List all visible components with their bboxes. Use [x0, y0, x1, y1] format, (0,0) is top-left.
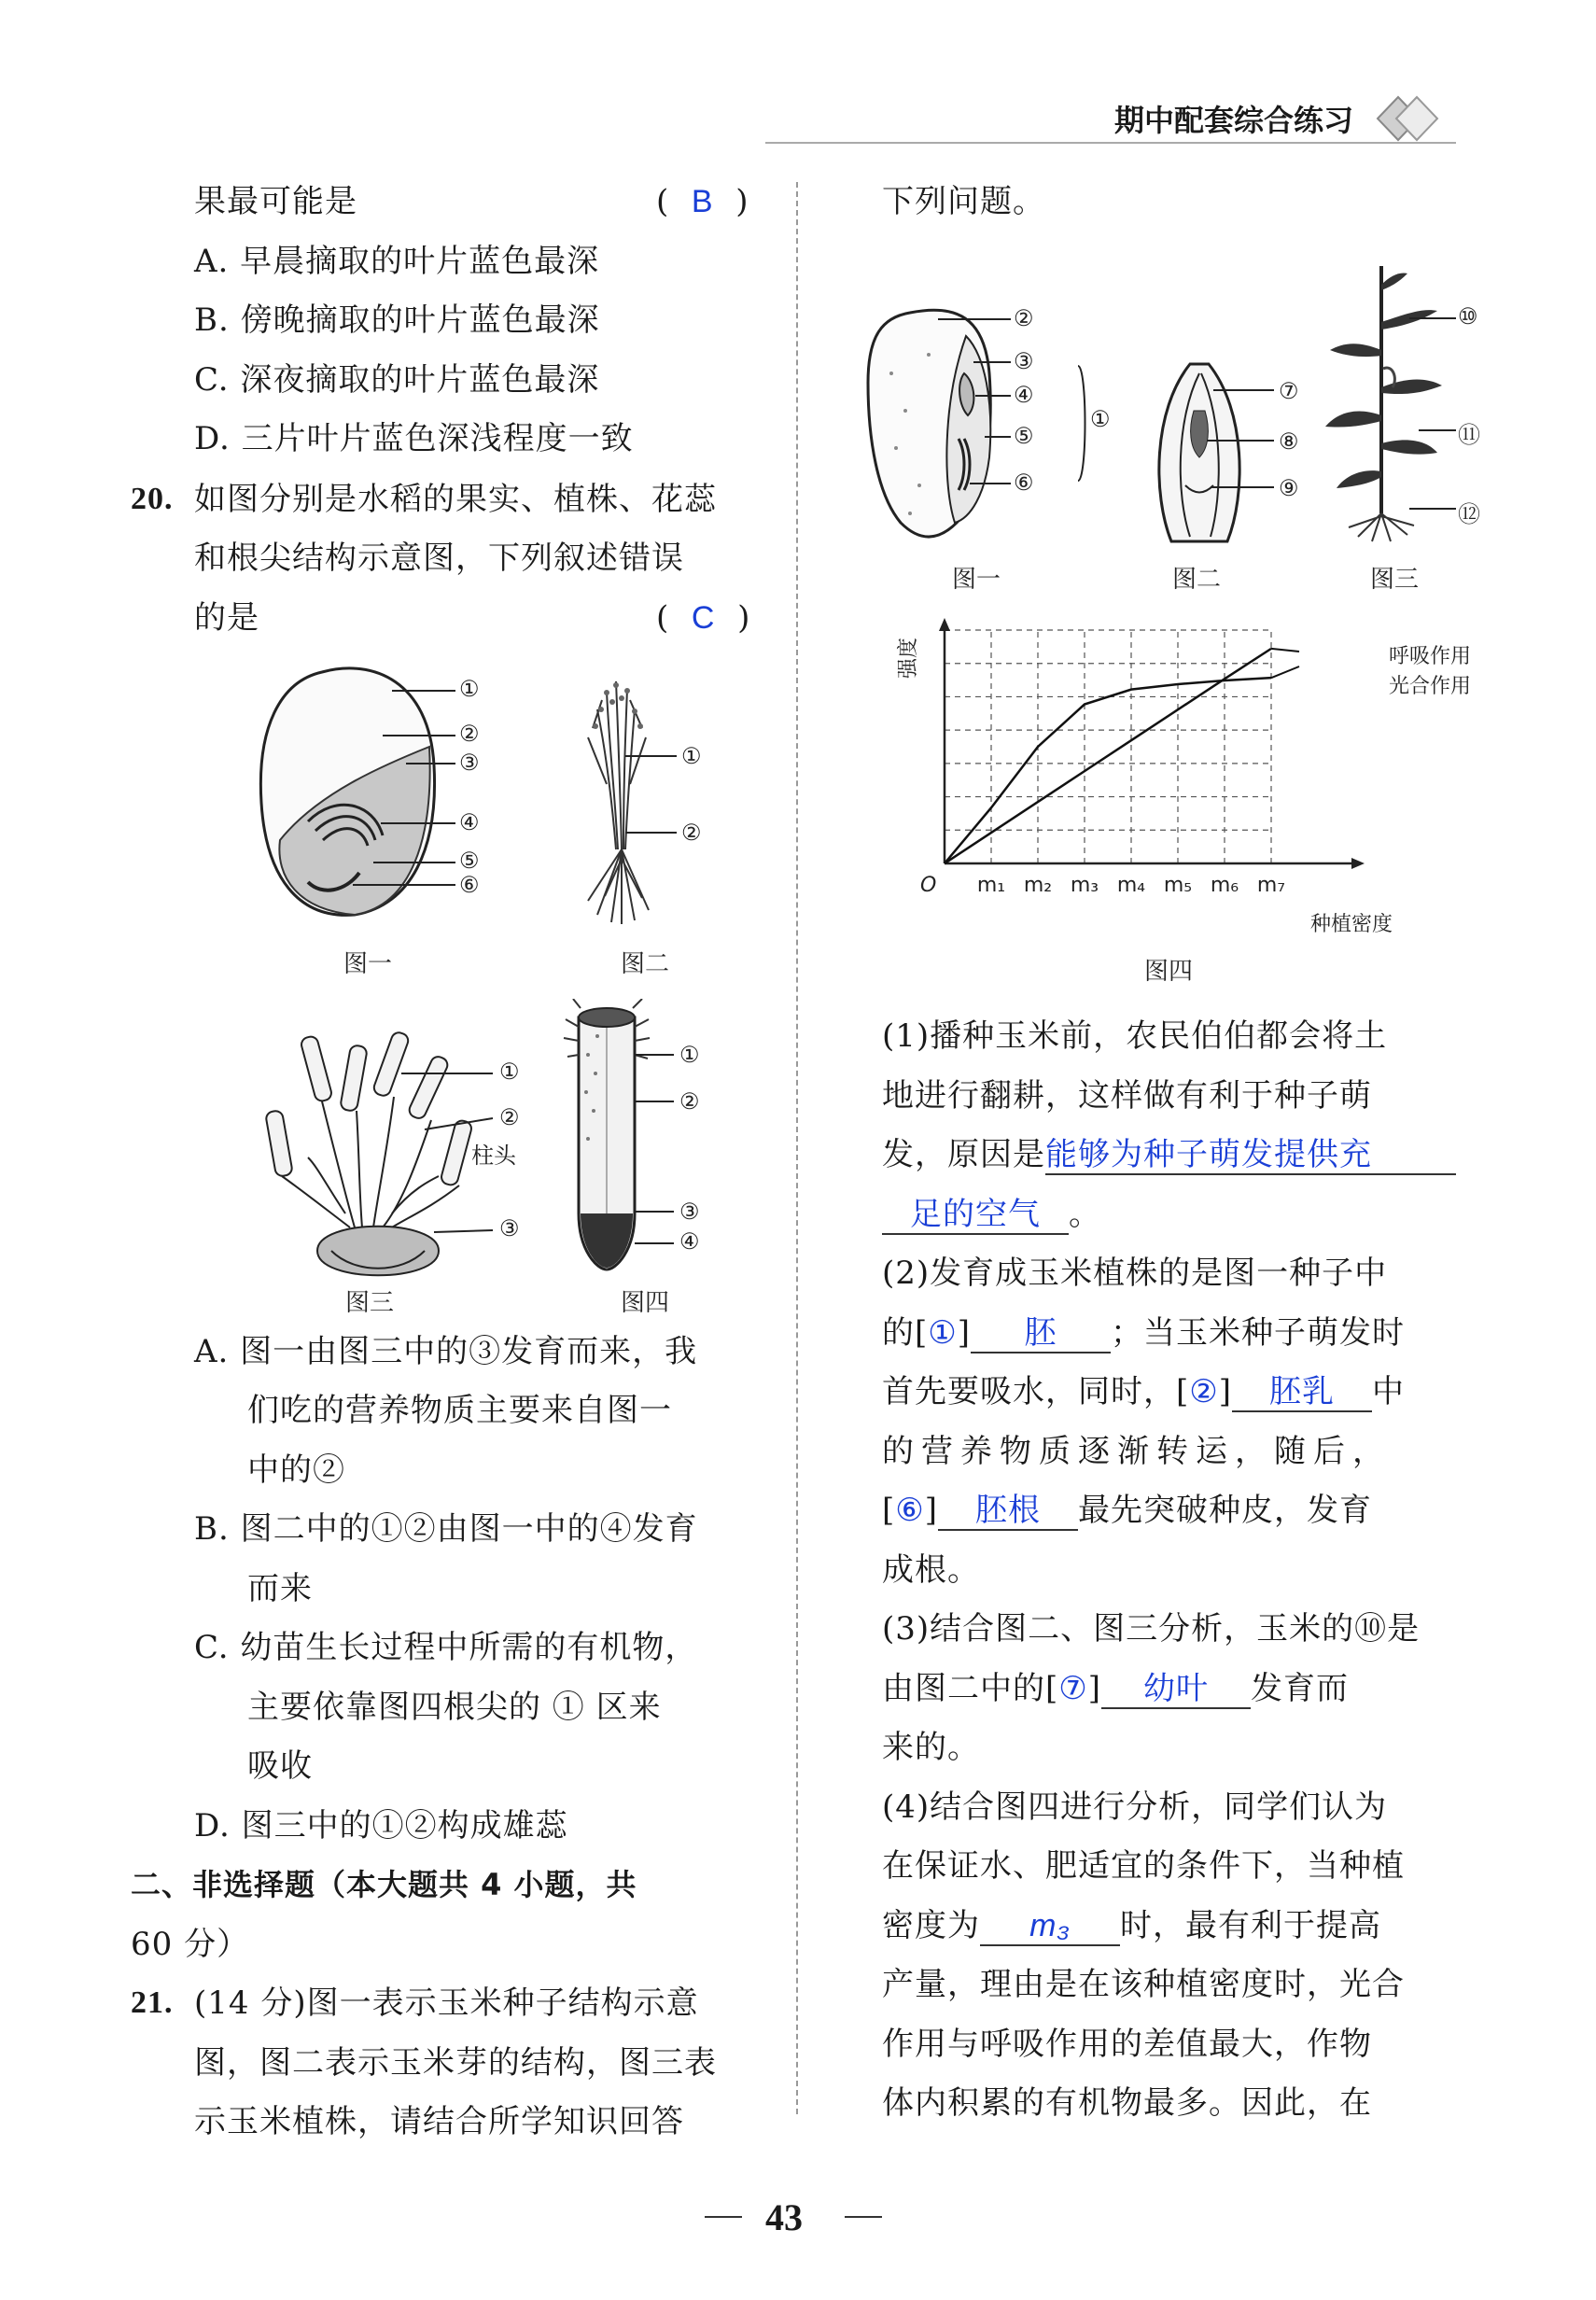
p1-line3 — [882, 1136, 1456, 1175]
p3-num1: ⑦ — [1058, 1671, 1088, 1706]
q20-answer-value: C — [691, 600, 716, 636]
q21-fig1-corn-seed — [854, 299, 1106, 551]
p2-answer-3: 胚根 — [938, 1492, 1078, 1531]
p1-line4 — [882, 1196, 1101, 1235]
chart-series-line-photosynthesis — [945, 678, 1271, 863]
q20-fig2-label-1: ① — [681, 743, 702, 769]
q20-fig3-label-stigma: 柱头 — [471, 1143, 516, 1169]
p4-line3 — [882, 1907, 1381, 1946]
p3-line3: 来的。 — [882, 1729, 980, 1766]
p2-num1: ① — [928, 1315, 958, 1351]
q20-option-c-3: 吸收 — [247, 1747, 313, 1785]
p4-line4: 产量，理由是在该种植密度时，光合 — [882, 1966, 1405, 2003]
p3-line2: 由图二中的[⑦] 幼叶 发育而 — [882, 1670, 1350, 1707]
q21-fig1-label-3: ③ — [1014, 348, 1034, 374]
q21-fig4-caption: 图四 — [1144, 958, 1194, 986]
q21-line3: 示玉米植株，请结合所学知识回答 — [194, 2103, 684, 2140]
column-divider — [796, 182, 798, 2114]
q20-fig4-caption: 图四 — [621, 1289, 670, 1317]
q20-fig2-rice-plant — [560, 672, 719, 933]
p4-line2: 在保证水、肥适宜的条件下，当种植 — [882, 1847, 1405, 1885]
p4-line5: 作用与呼吸作用的差值最大，作物 — [882, 2026, 1372, 2063]
chart-series-extension — [1271, 666, 1299, 678]
p1-line1: (1)播种玉米前，农民伯伯都会将土 — [882, 1017, 1388, 1055]
q20-number: 20. — [131, 482, 174, 516]
p3-line1: (3)结合图二、图三分析，玉米的⑩是 — [882, 1610, 1421, 1648]
p2-line4: 的营养物质逐渐转运，随后， — [882, 1433, 1392, 1470]
p1-end: 。 — [1069, 1196, 1101, 1233]
q21-fig2-label-8: ⑧ — [1279, 428, 1299, 455]
q21-fig3-caption: 图三 — [1370, 566, 1420, 594]
q20-fig1-label-3: ③ — [459, 750, 480, 776]
q21-fig1-label-2: ② — [1014, 305, 1034, 331]
header-title: 期中配套综合练习 — [1113, 103, 1353, 138]
q20-fig2-label-2: ② — [681, 820, 702, 846]
chart-legend-label: 光合作用 — [1388, 675, 1472, 698]
p3-l2-pre: 由图二中的[ — [882, 1670, 1059, 1707]
q21-fig3-label-11: ⑪ — [1458, 422, 1480, 448]
q21-fig2-caption: 图二 — [1172, 566, 1222, 594]
q20-fig3-caption: 图三 — [345, 1289, 395, 1317]
p2-line1: (2)发育成玉米植株的是图一种子中 — [882, 1255, 1388, 1292]
q20-fig3-label-2: ② — [499, 1104, 520, 1130]
p2-l2-pre: 的[ — [882, 1314, 929, 1352]
p1-line3-prefix: 发，原因是 — [882, 1136, 1045, 1173]
section2-heading-1: 二、非选择题（本大题共 4 小题，共 — [131, 1867, 637, 1902]
chart-x-tick-label: m₅ — [1163, 874, 1193, 897]
q20-fig4-label-4: ④ — [679, 1228, 700, 1255]
q20-option-b-1: B. 图二中的①②由图一中的④发育 — [194, 1510, 698, 1548]
footer-dash-left — [705, 2216, 742, 2218]
footer-dash-right — [845, 2216, 882, 2218]
q21-number: 21. — [131, 1985, 174, 2020]
p2-line3: 首先要吸水，同时，[②] 胚乳 中 — [882, 1373, 1406, 1410]
p2-l5-post: 最先突破种皮，发育 — [1078, 1492, 1373, 1529]
q20-option-b-2: 而来 — [247, 1570, 313, 1607]
chart-x-tick-label: m₇ — [1256, 874, 1286, 897]
section2-heading-2: 60 分） — [131, 1926, 250, 1963]
q20-fig1-label-5: ⑤ — [459, 848, 480, 874]
p1-line2: 地进行翻耕，这样做有利于种子萌 — [882, 1077, 1372, 1115]
q21-fig1-label-5: ⑤ — [1014, 423, 1034, 449]
p4-l3-post: 时，最有利于提高 — [1120, 1907, 1381, 1944]
p3-answer-1: 幼叶 — [1101, 1670, 1251, 1709]
q20-fig3-label-3: ③ — [499, 1215, 520, 1241]
q20-option-a-3: 中的② — [247, 1452, 345, 1489]
p2-line2: 的[①] 胚 ；当玉米种子萌发时 — [882, 1314, 1406, 1352]
q21-line1: (14 分)图一表示玉米种子结构示意 — [194, 1984, 699, 2022]
p2-l3-pre: 首先要吸水，同时，[ — [882, 1373, 1190, 1410]
q20-fig3-label-1: ① — [499, 1059, 520, 1085]
q20-option-a-2: 们吃的营养物质主要来自图一 — [247, 1392, 672, 1429]
chart-series-extension — [1271, 649, 1299, 652]
p1-answer-a: 能够为种子萌发提供充 — [1045, 1136, 1456, 1175]
q20-line2: 和根尖结构示意图，下列叙述错误 — [194, 540, 684, 577]
q21-fig2-label-7: ⑦ — [1279, 378, 1299, 404]
chart-legend-label: 呼吸作用 — [1388, 645, 1472, 668]
q20-option-d-1: D. 图三中的①②构成雄蕊 — [194, 1807, 568, 1844]
chart-x-axis-label: 种植密度 — [1309, 913, 1393, 936]
p2-num2: ② — [1189, 1374, 1219, 1409]
p1-answer-b: 足的空气 — [882, 1196, 1069, 1235]
q19-answer: ( B ) — [656, 183, 749, 220]
q21-line2: 图，图二表示玉米芽的结构，图三表 — [194, 2044, 717, 2082]
p2-l3-post: 中 — [1372, 1373, 1406, 1410]
q21-fig4-chart — [896, 616, 1475, 952]
q20-fig1-label-2: ② — [459, 721, 480, 747]
q19-option-a: A. 早晨摘取的叶片蓝色最深 — [194, 243, 600, 280]
q21-fig2-label-9: ⑨ — [1279, 475, 1299, 501]
q20-fig1-caption: 图一 — [343, 950, 393, 978]
q21-fig1-label-1: ① — [1090, 406, 1111, 432]
q20-fig1-label-4: ④ — [459, 809, 480, 835]
q19-option-b: B. 傍晚摘取的叶片蓝色最深 — [194, 302, 600, 339]
q21-fig3-label-10: ⑩ — [1458, 303, 1478, 330]
p4-line1: (4)结合图四进行分析，同学们认为 — [882, 1788, 1388, 1826]
q19-answer-value: B — [691, 184, 714, 219]
q20-answer: ( C ) — [656, 599, 751, 637]
q20-fig4-label-3: ③ — [679, 1199, 700, 1225]
q20-fig4-label-1: ① — [679, 1042, 700, 1068]
chart-origin-label: O — [920, 874, 937, 897]
p3-l2-post: 发育而 — [1251, 1670, 1350, 1707]
p4-line6: 体内积累的有机物最多。因此，在 — [882, 2084, 1372, 2122]
chart-x-tick-label: m₄ — [1116, 874, 1146, 897]
q20-fig4-label-2: ② — [679, 1088, 700, 1115]
q21-fig1-label-4: ④ — [1014, 382, 1034, 408]
q20-line3: 的是 — [194, 599, 259, 637]
chart-x-axis-arrow — [1351, 858, 1365, 869]
q20-fig1-label-6: ⑥ — [459, 872, 480, 898]
q19-stem: 果最可能是 — [194, 183, 357, 220]
p2-line6: 成根。 — [882, 1551, 980, 1589]
q20-fig2-caption: 图二 — [621, 950, 670, 978]
chart-x-tick-label: m₆ — [1210, 874, 1239, 897]
header-rule — [765, 142, 1456, 144]
chart-x-tick-label: m₂ — [1023, 874, 1053, 897]
q19-option-c: C. 深夜摘取的叶片蓝色最深 — [194, 361, 600, 399]
p4-answer: m₃ — [980, 1907, 1120, 1946]
p2-line5: [⑥] 胚根 最先突破种皮，发育 — [882, 1492, 1373, 1529]
q21-fig3-label-12: ⑫ — [1458, 501, 1480, 527]
q20-fig1-label-1: ① — [459, 676, 480, 702]
chart-x-tick-label: m₃ — [1070, 874, 1099, 897]
q20-line1: 如图分别是水稻的果实、植株、花蕊 — [194, 481, 717, 518]
chart-x-tick-label: m₁ — [976, 874, 1006, 897]
p2-l2-post: ；当玉米种子萌发时 — [1111, 1314, 1406, 1352]
p4-l3-pre: 密度为 — [882, 1907, 980, 1944]
q20-option-a-1: A. 图一由图三中的③发育而来，我 — [194, 1333, 698, 1370]
q19-option-d: D. 三片叶片蓝色深浅程度一致 — [194, 420, 634, 457]
q21-continuation: 下列问题。 — [882, 183, 1045, 220]
p2-num3: ⑥ — [895, 1493, 925, 1528]
chart-y-axis-label: 强度 — [897, 637, 920, 680]
q21-fig1-label-6: ⑥ — [1014, 470, 1034, 496]
q21-fig1-caption: 图一 — [952, 566, 1001, 594]
chart-y-axis-arrow — [939, 618, 950, 631]
p2-answer-1: 胚 — [971, 1314, 1111, 1353]
p2-answer-2: 胚乳 — [1232, 1373, 1372, 1412]
q20-option-c-1: C. 幼苗生长过程中所需的有机物， — [194, 1629, 698, 1666]
page-header — [933, 93, 1456, 149]
header-diamond-icon — [1372, 93, 1447, 144]
page-number: 43 — [765, 2196, 803, 2238]
q20-option-c-2: 主要依靠图四根尖的 ① 区来 — [247, 1689, 662, 1726]
p2-l5-pre: [ — [882, 1492, 896, 1529]
q20-fig1-rice-grain — [243, 653, 532, 933]
